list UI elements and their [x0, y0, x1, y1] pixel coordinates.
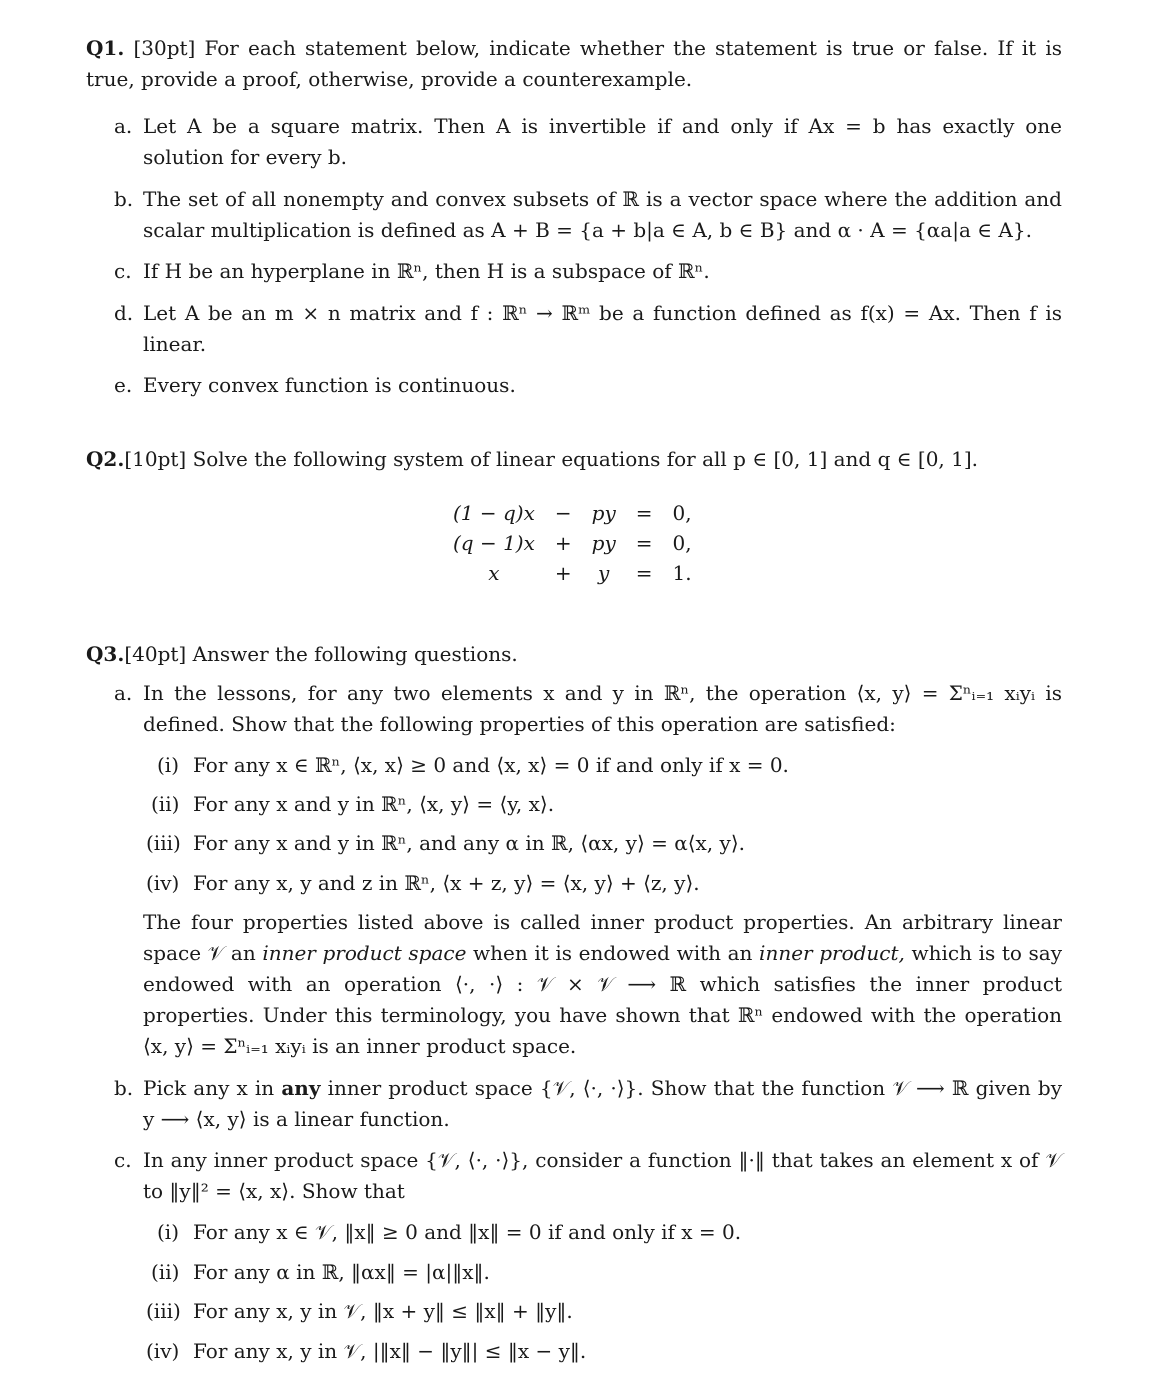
q1-intro	[86, 33, 1062, 95]
closing-part: when it is endowed with an	[473, 941, 753, 965]
q1-item-a-label: a.	[114, 114, 133, 138]
q1-item-e-label: e.	[114, 373, 133, 397]
q3-a-text: In the lessons, for any two elements x and y in ℝⁿ, the operation ⟨x, y⟩ = Σⁿᵢ₌₁ xᵢyᵢ is defined. Show that the following properties of this operation are satisfied:	[143, 681, 1062, 736]
q3-a-prop-label: (ii)	[151, 792, 180, 816]
q2-equation-system	[443, 498, 702, 588]
q3-a-prop-label: (i)	[157, 753, 180, 777]
q1-item-b: The set of all nonempty and convex subsets of ℝ is a vector space where the addition and scalar multiplication is defined as A + B = {a + b|a ∈ A, b ∈ B} and α · A = {αa|a ∈ A}.	[143, 187, 1062, 242]
eq-term: py	[591, 531, 616, 555]
q1-item-d: Let A be an m × n matrix and f : ℝⁿ → ℝᵐ be a function defined as f(x) = Ax. Then f is linear.	[143, 301, 1062, 356]
q3-a-prop-label: (iv)	[146, 871, 180, 895]
q2-intro-text: [10pt] Solve the following system of linear equations for all p ∈ [0, 1] and q ∈ [0, 1].	[124, 447, 979, 471]
q2-equation-row	[443, 498, 702, 528]
q3-b-label: b.	[114, 1076, 134, 1100]
eq-rhs: 0,	[672, 531, 692, 555]
eq-sign: =	[635, 501, 653, 525]
q3-c-prop-label: (iv)	[146, 1339, 180, 1363]
q1-label: Q1.	[86, 36, 125, 60]
q3-c-prop: For any α in ℝ, ‖αx‖ = |α|‖x‖.	[193, 1260, 490, 1284]
q3-c-prop: For any x, y in 𝒱, ‖x + y‖ ≤ ‖x‖ + ‖y‖.	[193, 1299, 573, 1323]
eq-term: py	[591, 501, 616, 525]
q3-a-prop: For any x ∈ ℝⁿ, ⟨x, x⟩ ≥ 0 and ⟨x, x⟩ = 0 if and only if x = 0.	[193, 753, 789, 777]
q3-c-prop: For any x, y in 𝒱, |‖x‖ − ‖y‖| ≤ ‖x − y‖.	[193, 1339, 587, 1363]
q1-item-b-label: b.	[114, 187, 134, 211]
q1-item-d-label: d.	[114, 301, 134, 325]
q3-intro-text: [40pt] Answer the following questions.	[124, 642, 518, 666]
closing-emphasis: inner product,	[759, 941, 905, 965]
q3-c-prop: For any x ∈ 𝒱, ‖x‖ ≥ 0 and ‖x‖ = 0 if and only if x = 0.	[193, 1220, 742, 1244]
q3-a-label: a.	[114, 681, 133, 705]
q1-intro-text: [30pt] For each statement below, indicate whether the statement is true or false. If it is true, provide a proof, otherwise, provide a counterexample.	[86, 36, 1062, 91]
eq-term: y	[598, 561, 610, 585]
q1-item-c: If H be an hyperplane in ℝⁿ, then H is a subspace of ℝⁿ.	[143, 259, 710, 283]
q3-intro	[86, 639, 1062, 670]
q3-label: Q3.	[86, 642, 125, 666]
q2-label: Q2.	[86, 447, 125, 471]
q3-a-closing	[143, 907, 1062, 1062]
q3-c-text: In any inner product space {𝒱, ⟨·, ·⟩}, consider a function ‖·‖ that takes an element x of 𝒱 to ‖y‖² = ⟨x, x⟩. Show that	[143, 1148, 1062, 1203]
eq-rhs: 1.	[672, 561, 692, 585]
q3-a-prop: For any x and y in ℝⁿ, and any α in ℝ, ⟨αx, y⟩ = α⟨x, y⟩.	[193, 831, 745, 855]
q3-c-prop-label: (ii)	[151, 1260, 180, 1284]
closing-emphasis: inner product space	[262, 941, 467, 965]
q3-b-part: Pick any x in	[143, 1076, 275, 1100]
q2-equation-row	[443, 558, 702, 588]
q3-b-text	[143, 1073, 1062, 1135]
q2-equation-row	[443, 528, 702, 558]
q3-c-label: c.	[114, 1148, 132, 1172]
eq-lhs: (1 − q)x	[453, 501, 535, 525]
q1-item-a: Let A be a square matrix. Then A is invertible if and only if Ax = b has exactly one solution for every b.	[143, 114, 1062, 169]
q1-item-c-label: c.	[114, 259, 132, 283]
q1-item-e: Every convex function is continuous.	[143, 373, 516, 397]
eq-rhs: 0,	[672, 501, 692, 525]
q3-a-prop-label: (iii)	[146, 831, 181, 855]
q3-b-part: inner product space {𝒱, ⟨·, ·⟩}. Show that the function 𝒱 ⟶ ℝ given by y ⟶ ⟨x, y⟩ is a linear function.	[143, 1076, 1063, 1131]
eq-op: −	[554, 501, 572, 525]
q3-c-prop-label: (iii)	[146, 1299, 181, 1323]
closing-part: which is to say endowed with an operation ⟨·, ·⟩ : 𝒱 × 𝒱 ⟶ ℝ which satisfies the inner product properties. Under this terminology, you have shown that ℝⁿ endowed with the operation ⟨x, y⟩ = Σⁿᵢ₌₁ xᵢyᵢ is an inner product space.	[143, 941, 1063, 1058]
q3-a-prop: For any x, y and z in ℝⁿ, ⟨x + z, y⟩ = ⟨x, y⟩ + ⟨z, y⟩.	[193, 871, 700, 895]
q3-b-bold: any	[281, 1076, 321, 1100]
closing-part: The four properties listed above is called inner product properties. An arbitrary linear space 𝒱 an	[143, 910, 1062, 965]
eq-op: +	[554, 531, 572, 555]
q3-a-prop: For any x and y in ℝⁿ, ⟨x, y⟩ = ⟨y, x⟩.	[193, 792, 555, 816]
eq-op: +	[554, 561, 572, 585]
eq-sign: =	[635, 561, 653, 585]
q3-c-prop-label: (i)	[157, 1220, 180, 1244]
eq-sign: =	[635, 531, 653, 555]
eq-lhs: (q − 1)x	[453, 531, 535, 555]
eq-lhs: x	[488, 561, 500, 585]
q2-intro	[86, 444, 1062, 475]
